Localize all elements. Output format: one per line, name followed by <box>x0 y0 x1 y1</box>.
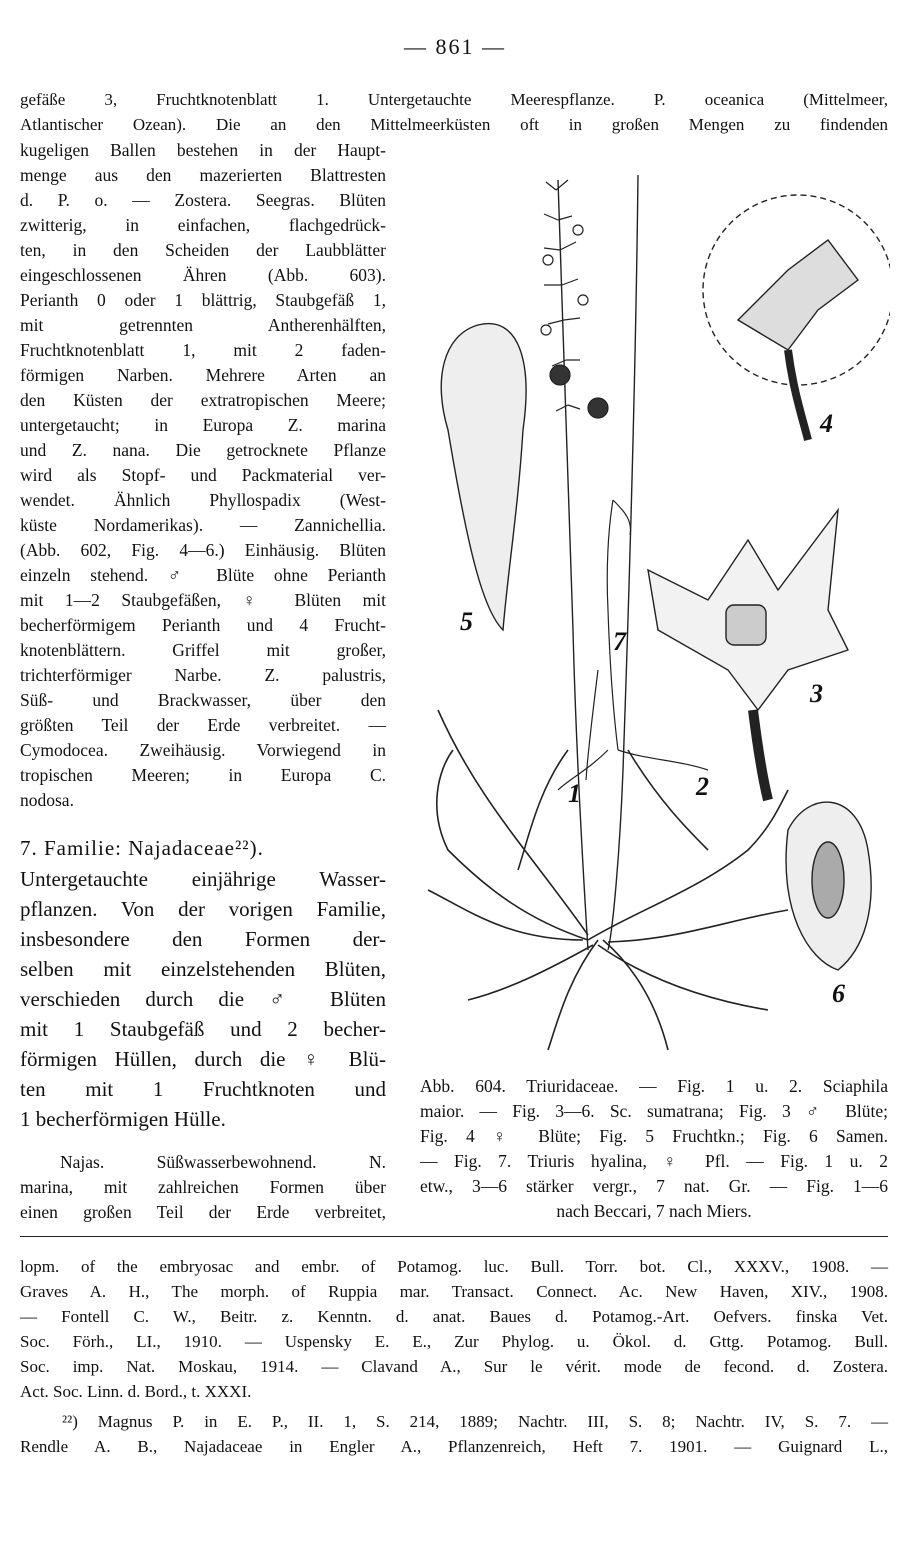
female-flower <box>703 195 890 440</box>
text-line: (Abb. 602, Fig. 4—6.) Einhäusig. Blüten <box>20 540 386 560</box>
text-line: Perianth 0 oder 1 blättrig, Staubgefäß 1, <box>20 290 386 310</box>
text-line: förmigen Narben. Mehrere Arten an <box>20 365 386 385</box>
figure-label-6: 6 <box>832 979 845 1008</box>
text-line: wendet. Ähnlich Phyllospadix (West- <box>20 490 386 510</box>
text-line: einzeln stehend. ♂ Blüte ohne Perianth <box>20 565 386 585</box>
footnote-line: Soc. imp. Nat. Moskau, 1914. — Clavand A., Sur le vérit. mode de fecond. d. Zostera. <box>20 1357 888 1376</box>
caption-line: Abb. 604. Triuridaceae. — Fig. 1 u. 2. Sciaphila <box>420 1076 888 1096</box>
text-line: trichterförmiger Narbe. Z. palustris, <box>20 665 386 685</box>
male-flower <box>648 510 848 800</box>
text-line: kugeligen Ballen bestehen in der Haupt- <box>20 140 386 160</box>
text-line: nodosa. <box>20 790 74 810</box>
text-line: insbesondere den Formen der- <box>20 927 386 951</box>
text-line: ten mit 1 Fruchtknoten und <box>20 1077 386 1101</box>
text-line: gefäße 3, Fruchtknotenblatt 1. Untergetauchte Meerespflanze. P. oceanica (Mittelmeer, <box>20 90 888 109</box>
text-line: d. P. o. — Zostera. Seegras. Blüten <box>20 190 386 210</box>
text-line: Cymodocea. Zweihäusig. Vorwiegend in <box>20 740 386 760</box>
flower-spike <box>541 180 608 418</box>
text-line: tropischen Meeren; in Europa C. <box>20 765 386 785</box>
page-number: — 861 — <box>404 34 506 59</box>
footnote-line: Soc. Förh., LI., 1910. — Uspensky E. E., Zur Phylog. u. Ökol. d. Gttg. Potamog. Bull. <box>20 1332 888 1351</box>
text-line: pflanzen. Von der vorigen Familie, <box>20 897 386 921</box>
text-line: ten, in den Scheiden der Laubblätter <box>20 240 386 260</box>
text-line: knotenblättern. Griffel mit großer, <box>20 640 386 660</box>
text-line: den Küsten der extratropischen Meere; <box>20 390 386 410</box>
footnote-line: Act. Soc. Linn. d. Bord., t. XXXI. <box>20 1382 252 1401</box>
text-line: Fruchtknotenblatt 1, mit 2 faden- <box>20 340 386 360</box>
family-heading: 7. Familie: Najadaceae²²). <box>20 836 264 860</box>
figure-label-4: 4 <box>820 409 833 438</box>
text-line: Untergetauchte einjährige Wasser- <box>20 867 386 891</box>
caption-line: nach Beccari, 7 nach Miers. <box>556 1201 752 1221</box>
text-line: Süß- und Brackwasser, über den <box>20 690 386 710</box>
text-line: 1 becherförmigen Hülle. <box>20 1107 226 1131</box>
caption-line: Fig. 4 ♀ Blüte; Fig. 5 Fruchtkn.; Fig. 6 Samen. <box>420 1126 888 1146</box>
caption-line: etw., 3—6 stärker vergr., 7 nat. Gr. — Fig. 1—6 <box>420 1176 888 1196</box>
text-line: und Z. nana. Die getrocknete Pflanze <box>20 440 386 460</box>
figure-label-3: 3 <box>810 679 823 708</box>
figure-label-7: 7 <box>613 627 626 656</box>
text-line: verschieden durch die ♂ Blüten <box>20 987 386 1011</box>
figure-illustration <box>408 150 890 1075</box>
text-line: wird als Stopf- und Packmaterial ver- <box>20 465 386 485</box>
text-line: einen großen Teil der Erde verbreitet, <box>20 1202 386 1222</box>
fruit-carpel <box>441 324 526 630</box>
figure-label-2: 2 <box>696 772 709 801</box>
root-system <box>428 710 788 1050</box>
caption-line: maior. — Fig. 3—6. Sc. sumatrana; Fig. 3 ♂ Blüte; <box>420 1101 888 1121</box>
text-line: menge aus den mazerierten Blattresten <box>20 165 386 185</box>
text-line: förmigen Hüllen, durch die ♀ Blü- <box>20 1047 386 1071</box>
figure-label-1: 1 <box>568 779 581 808</box>
plant-stem <box>608 175 638 950</box>
caption-line: — Fig. 7. Triuris hyalina, ♀ Pfl. — Fig. 1 u. 2 <box>420 1151 888 1171</box>
text-line: marina, mit zahlreichen Formen über <box>20 1177 386 1197</box>
footnote-line: lopm. of the embryosac and embr. of Potamog. luc. Bull. Torr. bot. Cl., XXXV., 1908. — <box>20 1257 888 1276</box>
footnote-line: Rendle A. B., Najadaceae in Engler A., Pflanzenreich, Heft 7. 1901. — Guignard L., <box>20 1437 888 1456</box>
text-line: eingeschlossenen Ähren (Abb. 603). <box>20 265 386 285</box>
seed <box>786 802 871 970</box>
text-line: Najas. Süßwasserbewohnend. N. <box>60 1152 386 1172</box>
text-line: selben mit einzelstehenden Blüten, <box>20 957 386 981</box>
figure-label-5: 5 <box>460 607 473 636</box>
text-line: mit 1—2 Staubgefäßen, ♀ Blüten mit <box>20 590 386 610</box>
text-line: mit getrennten Antherenhälften, <box>20 315 386 335</box>
text-line: größten Teil der Erde verbreitet. — <box>20 715 386 735</box>
footnote-rule <box>20 1236 888 1237</box>
botanical-figure <box>408 150 890 1075</box>
footnote-line: Graves A. H., The morph. of Ruppia mar. Transact. Connect. Ac. New Haven, XIV., 1908. <box>20 1282 888 1301</box>
text-line: becherförmigem Perianth und 4 Frucht- <box>20 615 386 635</box>
text-line: mit 1 Staubgefäß und 2 becher- <box>20 1017 386 1041</box>
text-line: untergetaucht; in Europa Z. marina <box>20 415 386 435</box>
footnote-line: — Fontell C. W., Beitr. z. Kenntn. d. anat. Baues d. Potamog.-Art. Oefvers. finska Vet. <box>20 1307 888 1326</box>
text-line: Atlantischer Ozean). Die an den Mittelmeerküsten oft in großen Mengen zu findenden <box>20 115 888 134</box>
text-line: zwitterig, in einfachen, flachgedrück- <box>20 215 386 235</box>
text-line: küste Nordamerikas). — Zannichellia. <box>20 515 386 535</box>
footnote-line: ²²) Magnus P. in E. P., II. 1, S. 214, 1889; Nachtr. III, S. 8; Nachtr. IV, S. 7. — <box>62 1412 888 1431</box>
